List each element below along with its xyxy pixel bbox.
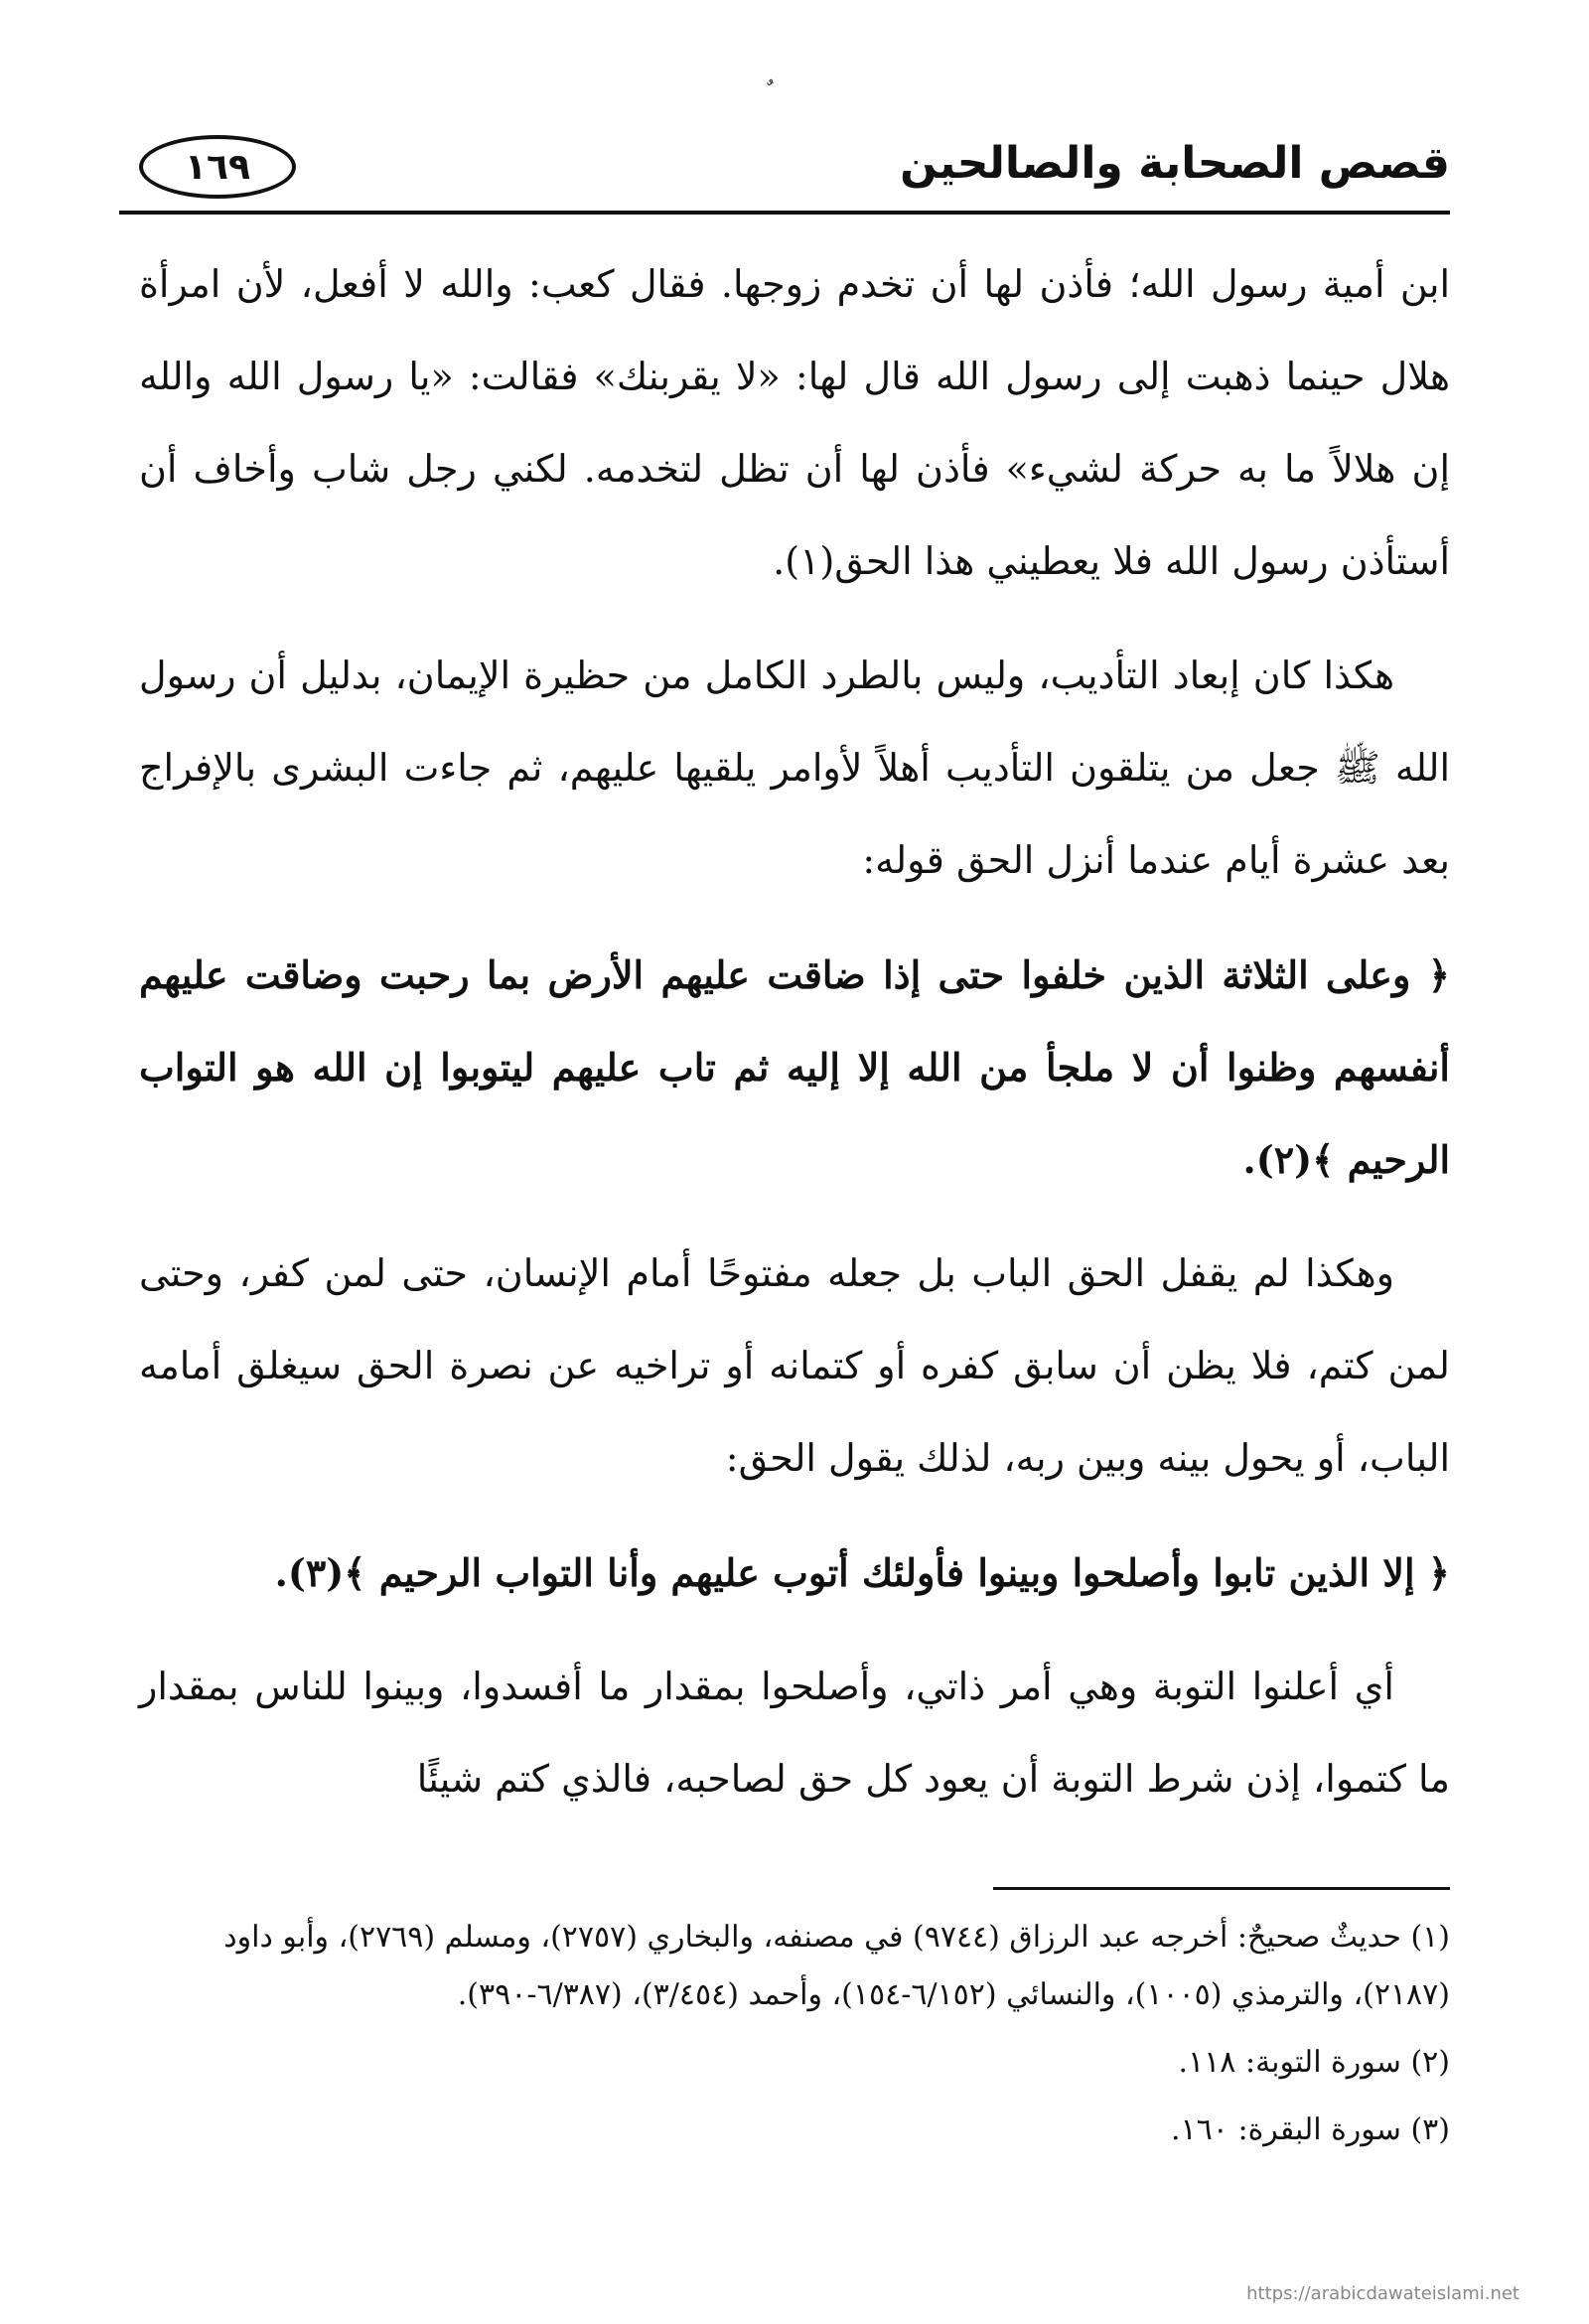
quran-verse-2: ﴿ إلا الذين تابوا وأصلحوا وبينوا فأولئك أتوب عليهم وأنا التواب الرحيم ﴾(٣). <box>274 1550 1450 1595</box>
footnote-2: (٢) سورة التوبة: ١١٨. <box>1178 2045 1450 2080</box>
paragraph-4: أي أعلنوا التوبة وهي أمر ذاتي، وأصلحوا بمقدار ما أفسدوا، وبينوا للناس بمقدار ما كتموا، إذن شرط التوبة أن يعود كل حق لصاحبه، فالذي كتم شيئًا <box>139 1665 1450 1801</box>
book-title: قصص الصحابة والصالحين <box>900 138 1450 189</box>
page-number-badge: ١٦٩ <box>139 135 296 199</box>
footnote-3: (٣) سورة البقرة: ١٦٠. <box>1171 2112 1450 2147</box>
paragraph-2: هكذا كان إبعاد التأديب، وليس بالطرد الكامل من حظيرة الإيمان، بدليل أن رسول الله ﷺ جعل من يتلقون التأديب أهلاً لأوامر يلقيها عليهم، ثم جاءت البشرى بالإفراج بعد عشرة أيام عندما أنزل الحق قوله: <box>139 654 1450 882</box>
paragraph-3: وهكذا لم يقفل الحق الباب بل جعله مفتوحًا أمام الإنسان، حتى لمن كفر، وحتى لمن كتم، فلا يظن أن سابق كفره أو كتمانه أو تراخيه عن نصرة الحق سيغلق أمامه الباب، أو يحول بينه وبين ربه، لذلك يقول الحق: <box>139 1251 1450 1480</box>
paragraph-1: ابن أمية رسول الله؛ فأذن لها أن تخدم زوجها. فقال كعب: والله لا أفعل، لأن امرأة هلال حينما ذهبت إلى رسول الله قال لها: «لا يقربنك» فقالت: «يا رسول الله والله إن هلالاً ما به حركة لشيء» فأذن لها أن تظل لتخدمه. لكني رجل شاب وأخاف أن أستأذن رسول الله فلا يعطيني هذا الحق(١). <box>139 262 1450 583</box>
footnotes <box>139 1909 1450 2169</box>
watermark-url: https://arabicdawateislami.net <box>1246 2283 1519 2304</box>
main-text <box>139 238 1450 1847</box>
quran-verse-1: ﴿ وعلى الثلاثة الذين خلفوا حتى إذا ضاقت عليهم الأرض بما رحبت وضاقت عليهم أنفسهم وظنوا أن لا ملجأ من الله إلا إليه ثم تاب عليهم ليتوبوا إن الله هو التواب الرحيم ﴾(٢). <box>139 952 1450 1182</box>
header-divider <box>119 211 1450 215</box>
footnote-divider <box>993 1887 1450 1890</box>
page-header <box>119 129 1450 209</box>
footnote-1: (١) حديثٌ صحيحٌ: أخرجه عبد الرزاق (٩٧٤٤) في مصنفه، والبخاري (٢٧٥٧)، ومسلم (٢٧٦٩)، وأبو داود (٢١٨٧)، والترمذي (١٠٠٥)، والنسائي (٦/١٥٢-١٥٤)، وأحمد (٣/٤٥٤)، (٦/٣٨٧-٣٩٠). <box>223 1920 1450 2012</box>
